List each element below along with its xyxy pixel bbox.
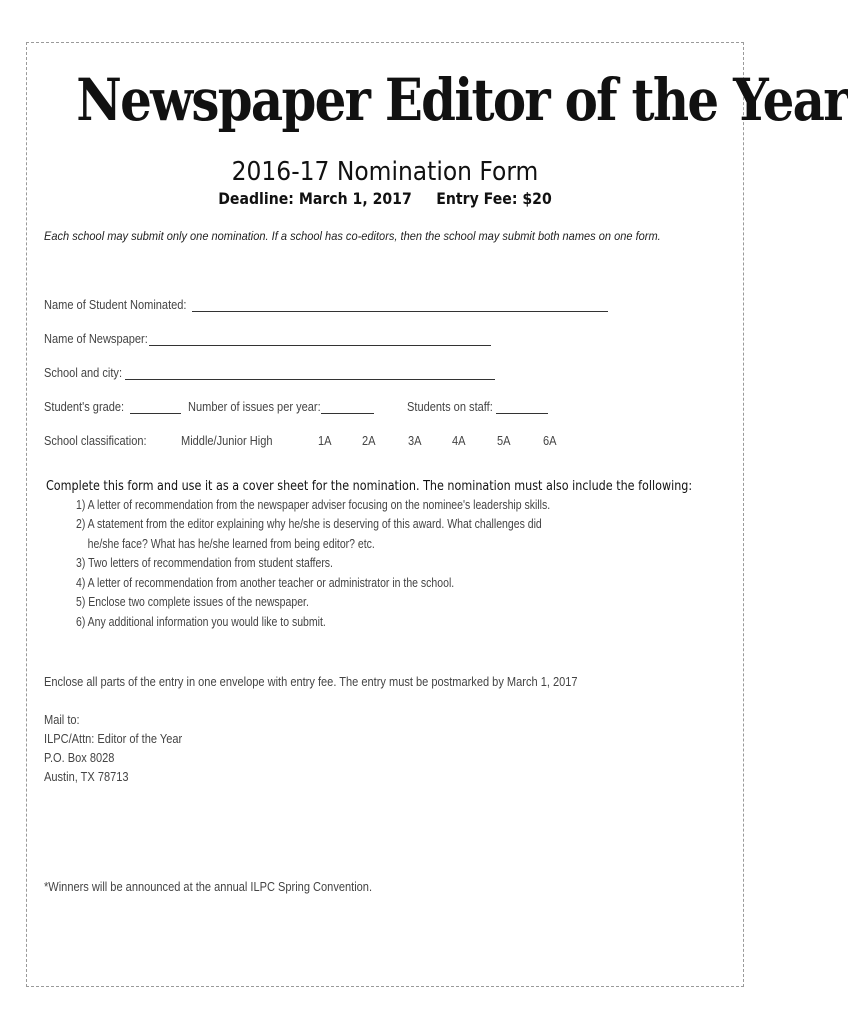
classification-option-1a[interactable]: 1A xyxy=(318,433,332,448)
classification-option-6a[interactable]: 6A xyxy=(543,433,557,448)
requirement-item: 2) A statement from the editor explaining why he/she is deserving of this award. What challenges did xyxy=(76,517,542,531)
winners-footnote: *Winners will be announced at the annual ILPC Spring Convention. xyxy=(44,879,373,894)
newspaper-label: Name of Newspaper: xyxy=(44,331,148,346)
requirement-item: 1) A letter of recommendation from the newspaper adviser focusing on the nominee's leadership skills. xyxy=(76,498,551,512)
student-nominated-field[interactable] xyxy=(192,311,608,312)
classification-option-3a[interactable]: 3A xyxy=(408,433,422,448)
mail-address-line: ILPC/Attn: Editor of the Year xyxy=(44,731,183,746)
enclose-note: Enclose all parts of the entry in one envelope with entry fee. The entry must be postmarked by March 1, 2017 xyxy=(44,674,578,689)
grade-field[interactable] xyxy=(130,413,181,414)
issues-field[interactable] xyxy=(321,413,374,414)
grade-label: Student's grade: xyxy=(44,399,125,414)
instructions-heading: Complete this form and use it as a cover sheet for the nomination. The nomination must also include the following: xyxy=(46,479,693,494)
mail-address-line: Austin, TX 78713 xyxy=(44,769,129,784)
mail-address-line: P.O. Box 8028 xyxy=(44,750,115,765)
form-subtitle: 2016-17 Nomination Form xyxy=(231,157,539,187)
mail-to-label: Mail to: xyxy=(44,712,80,727)
deadline-fee-line: Deadline: March 1, 2017 Entry Fee: $20 xyxy=(218,189,552,208)
requirement-item: 5) Enclose two complete issues of the newspaper. xyxy=(76,595,309,609)
classification-option-5a[interactable]: 5A xyxy=(497,433,511,448)
classification-label: School classification: xyxy=(44,433,147,448)
requirement-item: he/she face? What has he/she learned from being editor? etc. xyxy=(76,537,375,551)
staff-field[interactable] xyxy=(496,413,548,414)
requirement-item: 4) A letter of recommendation from another teacher or administrator in the school. xyxy=(76,576,455,590)
student-nominated-label: Name of Student Nominated: xyxy=(44,297,187,312)
classification-option-middle[interactable]: Middle/Junior High xyxy=(181,433,273,448)
classification-option-4a[interactable]: 4A xyxy=(452,433,466,448)
intro-text: Each school may submit only one nomination. If a school has co-editors, then the school may submit both names on one form. xyxy=(44,229,661,243)
school-city-label: School and city: xyxy=(44,365,123,380)
issues-label: Number of issues per year: xyxy=(188,399,321,414)
page-title: Newspaper Editor of the Year xyxy=(76,66,848,134)
classification-option-2a[interactable]: 2A xyxy=(362,433,376,448)
school-city-field[interactable] xyxy=(125,379,495,380)
newspaper-field[interactable] xyxy=(149,345,491,346)
requirement-item: 3) Two letters of recommendation from student staffers. xyxy=(76,556,333,570)
requirement-item: 6) Any additional information you would like to submit. xyxy=(76,615,326,629)
staff-label: Students on staff: xyxy=(407,399,493,414)
